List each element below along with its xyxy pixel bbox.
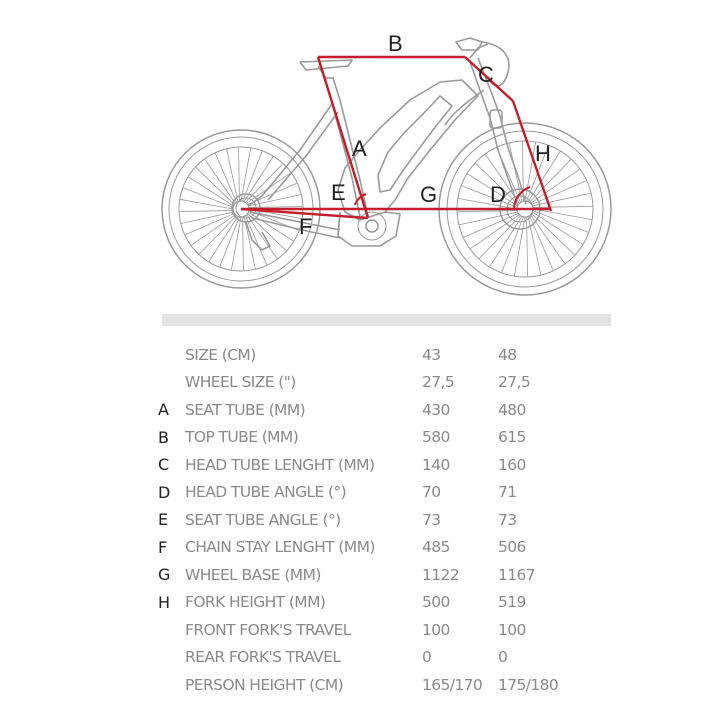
- row-label: TOP TUBE (MM): [185, 428, 299, 447]
- row-value-size-1: 0: [422, 648, 432, 667]
- row-letter: A: [158, 400, 169, 420]
- row-letter: C: [158, 455, 169, 475]
- row-value-size-2: 160: [498, 455, 526, 474]
- spoke: [185, 213, 235, 235]
- row-letter: [158, 644, 185, 672]
- spoke: [527, 217, 528, 277]
- table-row: [158, 616, 578, 644]
- row-value-size-2: 480: [498, 400, 526, 419]
- label-h: H: [535, 141, 551, 166]
- row-letter: F: [158, 537, 167, 557]
- table-row: [158, 671, 578, 699]
- row-value-size-1: 70: [422, 483, 441, 502]
- spoke: [479, 216, 521, 259]
- row-value-size-2: 27,5: [498, 373, 531, 392]
- row-letter: H: [158, 592, 170, 612]
- label-e: E: [331, 180, 346, 205]
- row-value-size-2: 1167: [498, 565, 536, 584]
- table-row: [158, 341, 578, 369]
- spoke: [457, 211, 517, 212]
- row-value-size-1: 430: [422, 400, 450, 419]
- spoke: [532, 193, 591, 206]
- row-value-size-2: 100: [498, 620, 526, 639]
- label-d: D: [490, 182, 506, 207]
- table-row: [158, 451, 578, 479]
- spoke: [179, 211, 233, 212]
- section-divider: [162, 314, 611, 326]
- row-value-size-1: 27,5: [422, 373, 455, 392]
- row-label: WHEEL BASE (MM): [185, 565, 321, 584]
- table-row: [158, 589, 578, 617]
- row-value-size-1: 165/170: [422, 675, 483, 694]
- row-letter: [158, 616, 185, 644]
- row-value-size-2: 175/180: [498, 675, 559, 694]
- geometry-table: [158, 341, 578, 699]
- row-value-size-2: 0: [498, 648, 508, 667]
- label-g: G: [420, 182, 438, 207]
- row-letter: [158, 341, 185, 369]
- row-label: FORK HEIGHT (MM): [185, 593, 326, 612]
- row-value-size-1: 500: [422, 593, 450, 612]
- row-value-size-2: 519: [498, 593, 526, 612]
- table-row: [158, 396, 578, 424]
- label-b: B: [388, 31, 403, 56]
- table-row: [158, 561, 578, 589]
- row-label: REAR FORK'S TRAVEL: [185, 648, 341, 667]
- spoke: [528, 216, 541, 275]
- row-label: SEAT TUBE (MM): [185, 400, 306, 419]
- bike-geometry-diagram: [0, 0, 717, 320]
- row-value-size-1: 43: [422, 345, 441, 364]
- row-value-size-2: 71: [498, 483, 517, 502]
- table-row: [158, 506, 578, 534]
- spoke: [249, 207, 303, 208]
- spoke: [459, 212, 518, 225]
- table-row: [158, 534, 578, 562]
- row-value-size-2: 73: [498, 510, 517, 529]
- row-value-size-2: 615: [498, 428, 526, 447]
- row-letter: G: [158, 565, 170, 585]
- label-c: C: [478, 62, 494, 87]
- row-value-size-2: 48: [498, 345, 517, 364]
- table-row: [158, 424, 578, 452]
- row-label: SEAT TUBE ANGLE (°): [185, 510, 341, 529]
- row-label: HEAD TUBE LENGHT (MM): [185, 455, 375, 474]
- row-value-size-1: 100: [422, 620, 450, 639]
- row-value-size-1: 580: [422, 428, 450, 447]
- row-label: SIZE (CM): [185, 345, 256, 364]
- spoke: [533, 206, 593, 207]
- row-value-size-1: 485: [422, 538, 450, 557]
- row-label: FRONT FORK'S TRAVEL: [185, 620, 351, 639]
- spoke: [532, 213, 575, 255]
- row-label: CHAIN STAY LENGHT (MM): [185, 538, 375, 557]
- row-value-size-2: 506: [498, 538, 526, 557]
- row-letter: E: [158, 510, 168, 530]
- spoke: [243, 217, 244, 271]
- row-letter: [158, 369, 185, 397]
- spoke: [245, 163, 283, 202]
- row-label: WHEEL SIZE ("): [185, 373, 296, 392]
- row-value-size-1: 140: [422, 455, 450, 474]
- table-row: [158, 644, 578, 672]
- row-value-size-1: 73: [422, 510, 441, 529]
- spoke: [239, 147, 240, 201]
- table-row: [158, 479, 578, 507]
- spoke: [215, 153, 237, 203]
- row-letter: D: [158, 482, 170, 502]
- label-a: A: [352, 136, 367, 161]
- row-value-size-1: 1122: [422, 565, 460, 584]
- row-letter: [158, 671, 185, 699]
- label-f: F: [299, 214, 313, 239]
- row-letter: B: [158, 427, 169, 447]
- row-label: PERSON HEIGHT (CM): [185, 675, 344, 694]
- spoke: [195, 167, 234, 205]
- spoke: [199, 216, 237, 255]
- row-label: HEAD TUBE ANGLE (°): [185, 483, 347, 502]
- spoke: [245, 216, 267, 266]
- table-row: [158, 369, 578, 397]
- spoke: [532, 181, 587, 205]
